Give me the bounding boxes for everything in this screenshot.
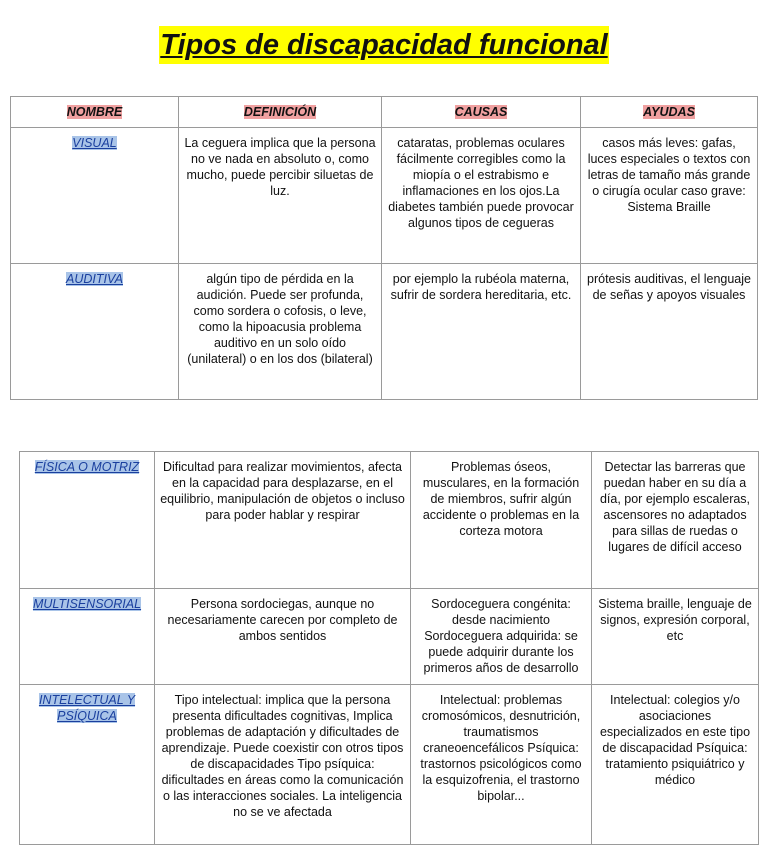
definition-cell: algún tipo de pérdida en la audición. Puede ser profunda, como sordera o cofosis, o leve, como la hipoacusia problema auditivo en un solo oído (unilateral) o en los dos (bilateral) [179, 264, 382, 400]
table-row [11, 264, 758, 400]
name-cell [20, 589, 155, 685]
causes-cell: Problemas óseos, musculares, en la formación de miembros, sufrir algún accidente o problemas en la corteza motora [411, 452, 592, 589]
header-cell-causas [382, 97, 581, 128]
definition-cell: La ceguera implica que la persona no ve nada en absoluto o, como mucho, puede percibir siluetas de luz. [179, 128, 382, 264]
causes-cell: por ejemplo la rubéola materna, sufrir de sordera hereditaria, etc. [382, 264, 581, 400]
definition-cell: Tipo intelectual: implica que la persona presenta dificultades cognitivas, Implica problemas de adaptación y dificultades de aprendizaje. Puede coexistir con otros tipos de discapacidades Tipo psíquica: dificultades en áreas como la comunicación o las interacciones sociales. La inteligencia no se ve afectada [155, 685, 411, 845]
page-title: Tipos de discapacidad funcional [159, 26, 608, 64]
causes-cell: cataratas, problemas oculares fácilmente corregibles como la miopía o el estrabismo e inflamaciones en los ojos.La diabetes también puede provocar algunos tipos de cegueras [382, 128, 581, 264]
header-cell-definicion [179, 97, 382, 128]
table-row [20, 589, 759, 685]
row-name-visual: VISUAL [72, 136, 117, 150]
table-row [20, 452, 759, 589]
table-disabilities-2 [19, 451, 759, 845]
header-cell-nombre [11, 97, 179, 128]
table-row [20, 685, 759, 845]
name-cell [11, 128, 179, 264]
row-name-fisica-motriz: FÍSICA O MOTRIZ [34, 460, 140, 474]
header-label-nombre: NOMBRE [66, 105, 123, 119]
aids-cell: prótesis auditivas, el lenguaje de señas y apoyos visuales [581, 264, 758, 400]
header-label-definicion: DEFINICIÓN [243, 105, 317, 119]
row-name-intelectual-psiquica: INTELECTUAL Y PSÍQUICA [38, 693, 136, 723]
row-name-multisensorial: MULTISENSORIAL [32, 597, 142, 611]
causes-cell: Intelectual: problemas cromosómicos, desnutrición, traumatismos craneoencefálicos Psíquica: trastornos psicológicos como la esquizofrenia, el trastorno bipolar... [411, 685, 592, 845]
name-cell [20, 452, 155, 589]
header-label-ayudas: AYUDAS [643, 105, 695, 119]
aids-cell: casos más leves: gafas, luces especiales o textos con letras de tamaño más grande o cirugía ocular caso grave: Sistema Braille [581, 128, 758, 264]
table-disabilities-1 [10, 96, 758, 400]
name-cell [11, 264, 179, 400]
aids-cell: Sistema braille, lenguaje de signos, expresión corporal, etc [592, 589, 759, 685]
header-cell-ayudas [581, 97, 758, 128]
title-wrap [0, 26, 768, 64]
aids-cell: Intelectual: colegios y/o asociaciones especializados en este tipo de discapacidad Psíquica: tratamiento psiquiátrico y médico [592, 685, 759, 845]
row-name-auditiva: AUDITIVA [66, 272, 123, 286]
table-row [11, 128, 758, 264]
definition-cell: Persona sordociegas, aunque no necesariamente carecen por completo de ambos sentidos [155, 589, 411, 685]
aids-cell: Detectar las barreras que puedan haber en su día a día, por ejemplo escaleras, ascensores no adaptados para sillas de ruedas o lugares de difícil acceso [592, 452, 759, 589]
table-header-row [11, 97, 758, 128]
name-cell [20, 685, 155, 845]
header-label-causas: CAUSAS [454, 105, 508, 119]
definition-cell: Dificultad para realizar movimientos, afecta en la capacidad para desplazarse, en el equilibrio, manipulación de objetos o incluso para poder hablar y respirar [155, 452, 411, 589]
causes-cell: Sordoceguera congénita: desde nacimiento Sordoceguera adquirida: se puede adquirir durante los primeros años de desarrollo [411, 589, 592, 685]
